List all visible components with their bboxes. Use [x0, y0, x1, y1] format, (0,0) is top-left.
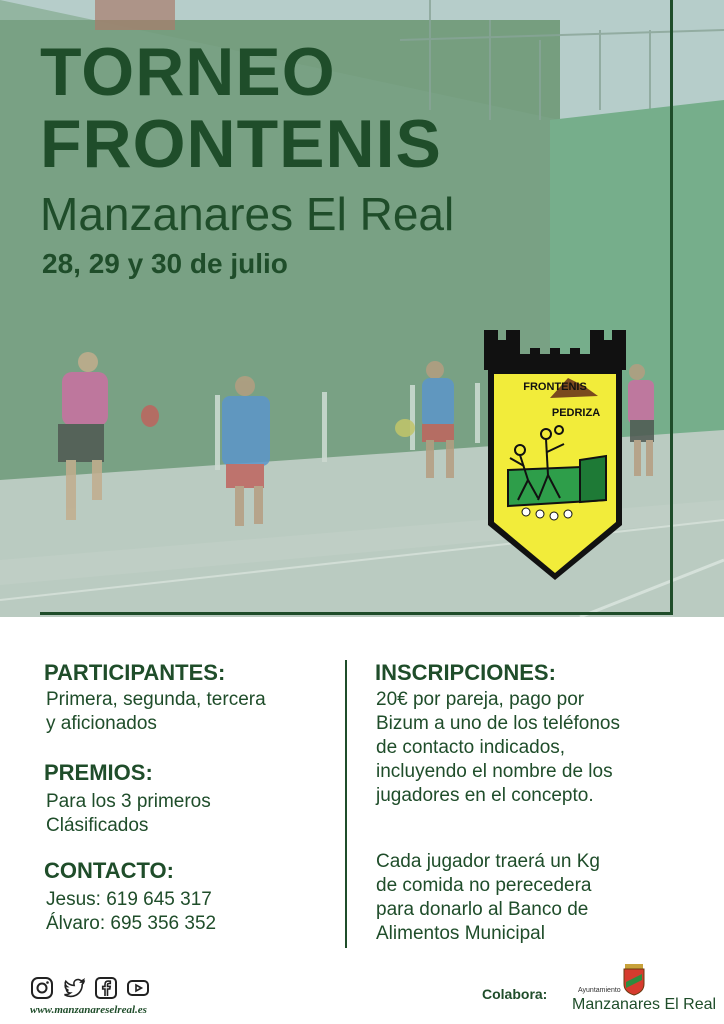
donacion-line-3: para donarlo al Banco de	[376, 899, 589, 920]
social-icons	[30, 976, 150, 1000]
contacto-jesus: Jesus: 619 645 317	[46, 889, 212, 910]
donacion-line-2: de comida no perecedera	[376, 875, 592, 896]
inscripciones-line-1: 20€ por pareja, pago por	[376, 689, 585, 710]
title-line-1: TORNEO	[40, 34, 336, 110]
column-divider	[345, 660, 347, 948]
frontenis-pedriza-logo	[480, 330, 630, 585]
inscripciones-line-5: jugadores en el concepto.	[376, 785, 594, 806]
title-line-2: FRONTENIS	[40, 106, 442, 182]
premios-line-1: Para los 3 primeros	[46, 791, 211, 812]
frame-horizontal-line	[40, 612, 673, 615]
participantes-line-2: y aficionados	[46, 713, 157, 734]
ayuntamiento-name: Manzanares El Real	[572, 996, 717, 1013]
website-link[interactable]: www.manzanareselreal.es	[30, 1004, 147, 1016]
facebook-icon[interactable]	[94, 976, 118, 1000]
event-dates: 28, 29 y 30 de julio	[42, 248, 288, 279]
youtube-icon[interactable]	[126, 976, 150, 1000]
colabora-label: Colabora:	[482, 986, 548, 1002]
donacion-line-1: Cada jugador traerá un Kg	[376, 851, 600, 872]
participantes-heading: PARTICIPANTES:	[44, 660, 226, 685]
contacto-alvaro: Álvaro: 695 356 352	[46, 913, 217, 934]
badge-text-pedriza: PEDRIZA	[551, 407, 601, 419]
location-subtitle: Manzanares El Real	[40, 188, 455, 240]
ayuntamiento-crest-icon	[622, 964, 646, 996]
donacion-line-4: Alimentos Municipal	[376, 923, 545, 944]
inscripciones-line-3: de contacto indicados,	[376, 737, 566, 758]
participantes-line-1: Primera, segunda, tercera	[46, 689, 266, 710]
twitter-icon[interactable]	[62, 976, 86, 1000]
badge-text-frontenis: FRONTENIS	[523, 381, 587, 393]
ayuntamiento-label: Ayuntamiento	[578, 987, 621, 994]
inscripciones-line-2: Bizum a uno de los teléfonos	[376, 713, 620, 734]
inscripciones-line-4: incluyendo el nombre de los	[376, 761, 613, 782]
inscripciones-heading: INSCRIPCIONES:	[375, 660, 556, 685]
premios-line-2: Clásificados	[46, 815, 149, 836]
instagram-icon[interactable]	[30, 976, 54, 1000]
contacto-heading: CONTACTO:	[44, 858, 174, 883]
frame-vertical-line	[670, 0, 673, 612]
premios-heading: PREMIOS:	[44, 760, 153, 785]
